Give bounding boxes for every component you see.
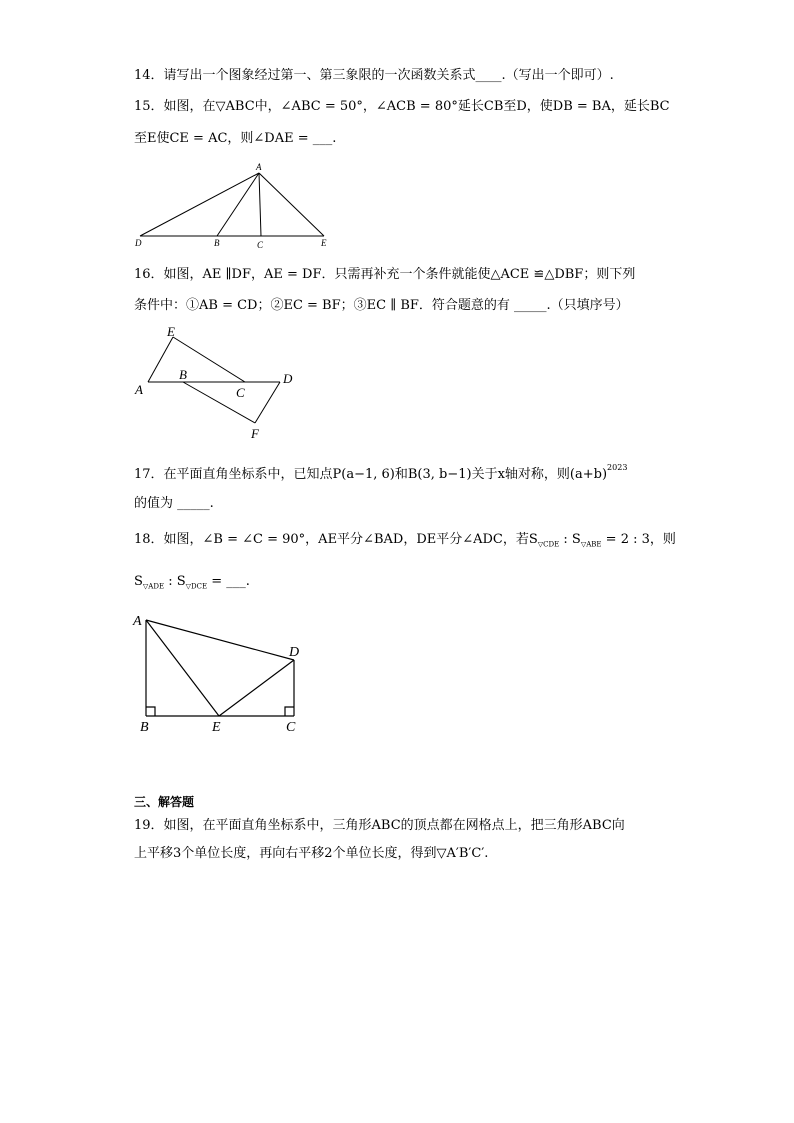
figure-16 — [130, 320, 310, 445]
question-18-line-1 — [134, 532, 676, 553]
segment-AB — [217, 173, 259, 236]
question-16-text-1: 16．如图，AE ∥DF，AE = DF．只需再补充一个条件就能使△ACE ≌△DBF；则下列 — [134, 267, 636, 282]
label-D: D — [289, 645, 300, 660]
question-18-subscript-2: ▽ABE — [580, 540, 602, 549]
question-15-text-1: 15．如图，在▽ABC中，∠ABC = 50°，∠ACB = 80°延长CB至D，使DB = BA，延长BC — [134, 99, 670, 114]
label-E: E — [167, 324, 175, 339]
question-16-line-1 — [134, 267, 635, 283]
question-17-exponent: 2023 — [607, 463, 628, 472]
segment-AD — [146, 620, 294, 660]
segment-AE — [146, 620, 219, 716]
label-C: C — [236, 385, 245, 400]
question-14-text: 14．请写出一个图象经过第一、第三象限的一次函数关系式____.（写出一个即可）. — [134, 68, 614, 83]
question-15-line-2 — [134, 131, 336, 147]
label-E: E — [321, 238, 327, 248]
section-title: 三、解答题 — [134, 795, 195, 809]
right-angle-B — [146, 707, 155, 716]
question-18-text-1: 18．如图，∠B = ∠C = 90°，AE平分∠BAD，DE平分∠ADC，若S — [134, 532, 538, 547]
question-15-text-2: 至E使CE = AC，则∠DAE = ___. — [134, 131, 337, 146]
question-18-subscript-3: ▽ADE — [142, 582, 165, 591]
segment-AE — [259, 173, 324, 236]
question-19-text-2: 上平移3个单位长度，再向右平移2个单位长度，得到▽A′B′C′. — [134, 846, 489, 861]
question-16-text-2: 条件中：①AB = CD；②EC = BF；③EC ∥ BF．符合题意的有 _____.（只填序号） — [134, 298, 629, 313]
label-D: D — [283, 371, 293, 386]
label-C: C — [257, 240, 264, 250]
question-17-text-1: 17．在平面直角坐标系中，已知点P(a−1, 6)和B(3, b−1)关于x轴对称，则(a+b) — [134, 467, 608, 482]
figure-15 — [130, 158, 340, 250]
question-19-line-2 — [134, 846, 488, 862]
question-18-subscript-1: ▽CDE — [537, 540, 560, 549]
segment-AE — [148, 337, 173, 382]
figure-18 — [130, 610, 310, 738]
question-18-text-1-end: = 2 : 3，则 — [601, 532, 676, 547]
label-E: E — [212, 720, 221, 735]
question-17-line-1 — [134, 460, 627, 483]
question-18-line-2 — [134, 574, 250, 595]
label-A: A — [133, 614, 142, 629]
question-16-line-2 — [134, 298, 629, 314]
label-D: D — [135, 238, 142, 248]
right-angle-C — [285, 707, 294, 716]
label-F: F — [251, 426, 259, 441]
segment-DF — [255, 382, 280, 423]
question-19-line-1 — [134, 818, 625, 834]
label-B: B — [214, 238, 220, 248]
question-18-s1: S — [134, 574, 143, 589]
segment-AC — [259, 173, 261, 236]
question-18-subscript-4: ▽DCE — [185, 582, 208, 591]
question-17-text-2: 的值为 _____. — [134, 496, 214, 511]
question-18-ratio-separator-2: : S — [164, 574, 186, 589]
label-A: A — [256, 162, 262, 172]
label-A: A — [135, 382, 143, 397]
label-B: B — [179, 367, 187, 382]
question-18-text-2-end: = ___. — [207, 574, 250, 589]
label-C: C — [286, 720, 296, 735]
question-17-line-2 — [134, 496, 214, 512]
question-19-text-1: 19．如图，在平面直角坐标系中，三角形ABC的顶点都在网格点上，把三角形ABC向 — [134, 818, 625, 833]
question-14 — [134, 68, 614, 84]
segment-AD — [140, 173, 259, 236]
question-18-ratio-separator: : S — [559, 532, 581, 547]
question-15-line-1 — [134, 99, 670, 115]
segment-DE — [219, 660, 294, 716]
label-B: B — [140, 720, 149, 735]
